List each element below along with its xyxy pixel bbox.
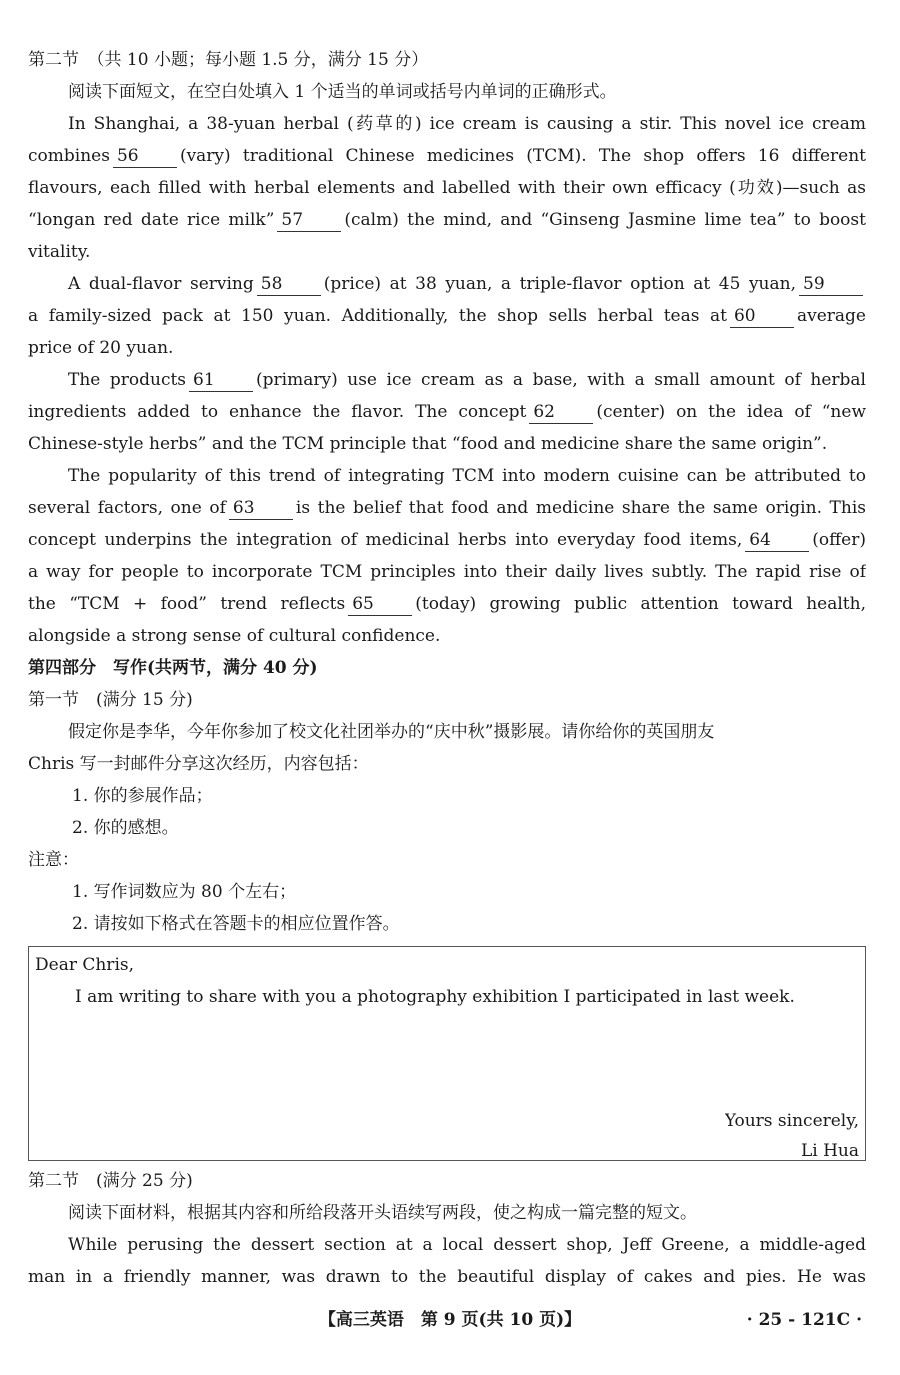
page-footer xyxy=(0,1305,900,1335)
letter-body: I am writing to share with you a photography exhibition I participated in last week. xyxy=(75,987,795,1007)
writing-prompt: Chris 写一封邮件分享这次经历，内容包括： xyxy=(28,754,369,774)
text-line: man in a friendly manner, was drawn to the beautiful display of cakes and pies. He was xyxy=(28,1267,866,1287)
text-line: vitality. xyxy=(28,242,91,262)
blank-59[interactable]: 59 xyxy=(799,273,863,296)
letter-template-box xyxy=(28,946,866,1161)
letter-closing: Yours sincerely, xyxy=(724,1111,859,1131)
blank-57[interactable]: 57 xyxy=(277,209,341,232)
passage-paragraph-4 xyxy=(28,460,866,652)
text-line: a way for people to incorporate TCM principles into their daily lives subtly. The rapid rise of xyxy=(28,562,866,582)
passage-paragraph-2 xyxy=(28,268,866,364)
page-number: 【高三英语 第 9 页(共 10 页)】 xyxy=(318,1310,582,1330)
section-title: 第二节 （共 10 小题；每小题 1.5 分，满分 15 分） xyxy=(28,50,429,70)
blank-62[interactable]: 62 xyxy=(529,401,593,424)
list-item: 2. 请按如下格式在答题卡的相应位置作答。 xyxy=(72,914,400,934)
section-title: 第一节 (满分 15 分) xyxy=(28,690,193,710)
text-line: Chinese-style herbs” and the TCM principle that “food and medicine share the same origin”. xyxy=(28,434,828,454)
text-line: price of 20 yuan. xyxy=(28,338,174,358)
passage-paragraph-3 xyxy=(28,364,866,460)
blank-65[interactable]: 65 xyxy=(348,593,412,616)
text-line: A dual-flavor serving 58 (price) at 38 yuan, a triple-flavor option at 45 yuan, 59 xyxy=(28,268,866,300)
blank-58[interactable]: 58 xyxy=(257,273,321,296)
text-line: The popularity of this trend of integrating TCM into modern cuisine can be attributed to xyxy=(68,466,866,486)
blank-56[interactable]: 56 xyxy=(113,145,177,168)
text-line: combines 56 (vary) traditional Chinese medicines (TCM). The shop offers 16 different xyxy=(28,146,866,166)
instruction: 阅读下面材料，根据其内容和所给段落开头语续写两段，使之构成一篇完整的短文。 xyxy=(68,1203,697,1223)
list-item: 1. 你的参展作品； xyxy=(72,786,213,806)
text-line: ingredients added to enhance the flavor. The concept 62 (center) on the idea of “new xyxy=(28,402,866,422)
text-line: several factors, one of 63 is the belief that food and medicine share the same origin. This xyxy=(28,498,866,518)
paper-code: · 25 - 121C · xyxy=(746,1310,862,1330)
part-title: 第四部分 写作(共两节，满分 40 分) xyxy=(28,658,318,678)
text-line: In Shanghai, a 38-yuan herbal (药草的) ice cream is causing a stir. This novel ice cream xyxy=(68,114,866,134)
writing-prompt: 假定你是李华，今年你参加了校文化社团举办的“庆中秋”摄影展。请你给你的英国朋友 xyxy=(68,722,715,742)
list-item: 1. 写作词数应为 80 个左右； xyxy=(72,882,297,902)
text-line: While perusing the dessert section at a local dessert shop, Jeff Greene, a middle-aged xyxy=(68,1235,866,1255)
letter-greeting: Dear Chris, xyxy=(35,955,135,975)
notes-title: 注意： xyxy=(28,850,79,870)
passage-paragraph-1 xyxy=(28,108,866,268)
letter-signature: Li Hua xyxy=(800,1141,859,1161)
blank-61[interactable]: 61 xyxy=(189,369,253,392)
text-line: alongside a strong sense of cultural confidence. xyxy=(28,626,441,646)
instruction: 阅读下面短文，在空白处填入 1 个适当的单词或括号内单词的正确形式。 xyxy=(68,82,617,102)
text-line: flavours, each filled with herbal elements and labelled with their own efficacy (功效)—such as xyxy=(28,178,866,198)
blank-60[interactable]: 60 xyxy=(730,305,794,328)
section-title: 第二节 (满分 25 分) xyxy=(28,1171,193,1191)
text-line: concept underpins the integration of medicinal herbs into everyday food items, 64 (offer) xyxy=(28,530,866,550)
blank-63[interactable]: 63 xyxy=(229,497,293,520)
text-line: the “TCM + food” trend reflects 65 (today) growing public attention toward health, xyxy=(28,594,866,614)
text-line: The products 61 (primary) use ice cream as a base, with a small amount of herbal xyxy=(68,370,866,390)
text-line: “longan red date rice milk” 57 (calm) the mind, and “Ginseng Jasmine lime tea” to boost xyxy=(28,210,866,230)
text-line: a family-sized pack at 150 yuan. Additionally, the shop sells herbal teas at 60 average xyxy=(28,306,866,326)
blank-64[interactable]: 64 xyxy=(745,529,809,552)
list-item: 2. 你的感想。 xyxy=(72,818,179,838)
